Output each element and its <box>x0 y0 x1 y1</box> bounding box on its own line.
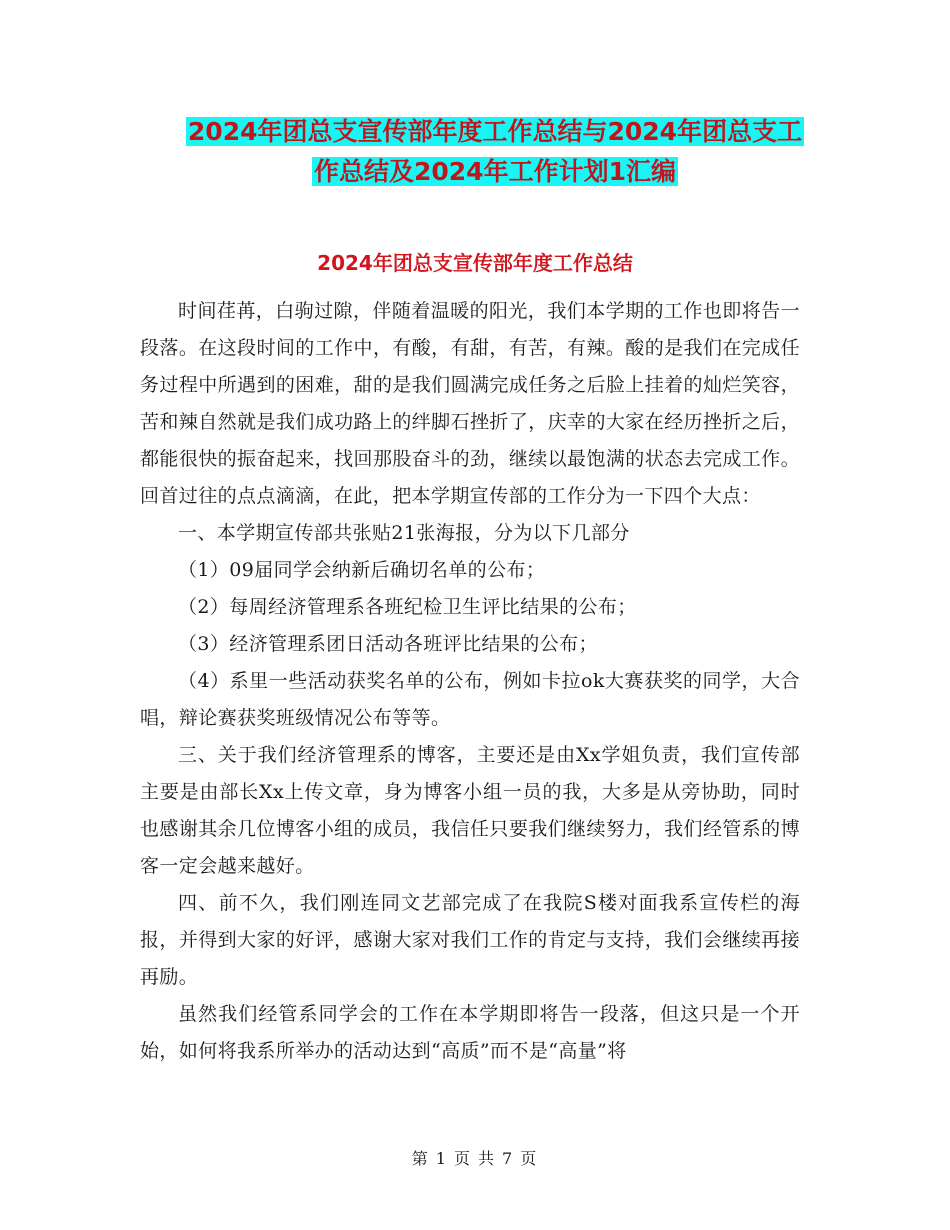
paragraph-point-three: 三、关于我们经济管理系的博客，主要还是由Xx学姐负责，我们宣传部主要是由部长Xx上传文章，身为博客小组一员的我，大多是从旁协助，同时也感谢其余几位博客小组的成员，我信任只要我们继续努力，我们经管系的博客一定会越来越好。 <box>140 744 800 877</box>
footer-label-unit: 页 <box>453 1149 472 1168</box>
footer-label-total: 共 <box>478 1149 497 1168</box>
document-body <box>140 293 800 1070</box>
title-line-1: 2024年团总支宣传部年度工作总结与2024年团总支工 <box>187 117 803 146</box>
document-title <box>140 112 850 192</box>
footer-label-unit-2: 页 <box>520 1149 539 1168</box>
list-item: （4）系里一些活动获奖名单的公布，例如卡拉ok大赛获奖的同学，大合唱，辩论赛获奖班级情况公布等等。 <box>140 670 800 729</box>
paragraph-closing: 虽然我们经管系同学会的工作在本学期即将告一段落，但这只是一个开始，如何将我系所举办的活动达到“高质”而不是“高量”将 <box>140 1003 800 1062</box>
footer-current-page: 1 <box>435 1149 448 1168</box>
section-title: 2024年团总支宣传部年度工作总结 <box>317 251 633 275</box>
page-footer <box>0 1146 950 1169</box>
paragraph-point-one: 一、本学期宣传部共张贴21张海报，分为以下几部分 <box>178 522 630 544</box>
title-line-2: 作总结及2024年工作计划1汇编 <box>314 157 676 186</box>
footer-total-pages: 7 <box>502 1149 515 1168</box>
list-item: （3）经济管理系团日活动各班评比结果的公布； <box>178 633 598 655</box>
list-item: （2）每周经济管理系各班纪检卫生评比结果的公布； <box>178 596 637 618</box>
paragraph-point-four: 四、前不久，我们刚连同文艺部完成了在我院S楼对面我系宣传栏的海报，并得到大家的好评，感谢大家对我们工作的肯定与支持，我们会继续再接再励。 <box>140 892 800 988</box>
footer-label-page: 第 <box>411 1149 430 1168</box>
list-item: （1）09届同学会纳新后确切名单的公布； <box>178 559 546 581</box>
paragraph-intro: 时间荏苒，白驹过隙，伴随着温暖的阳光，我们本学期的工作也即将告一段落。在这段时间的工作中，有酸，有甜，有苦，有辣。酸的是我们在完成任务过程中所遇到的困难，甜的是我们圆满完成任务之后脸上挂着的灿烂笑容，苦和辣自然就是我们成功路上的绊脚石挫折了，庆幸的大家在经历挫折之后，都能很快的振奋起来，找回那股奋斗的劲，继续以最饱满的状态去完成工作。回首过往的点点滴滴，在此，把本学期宣传部的工作分为一下四个大点： <box>140 300 800 507</box>
